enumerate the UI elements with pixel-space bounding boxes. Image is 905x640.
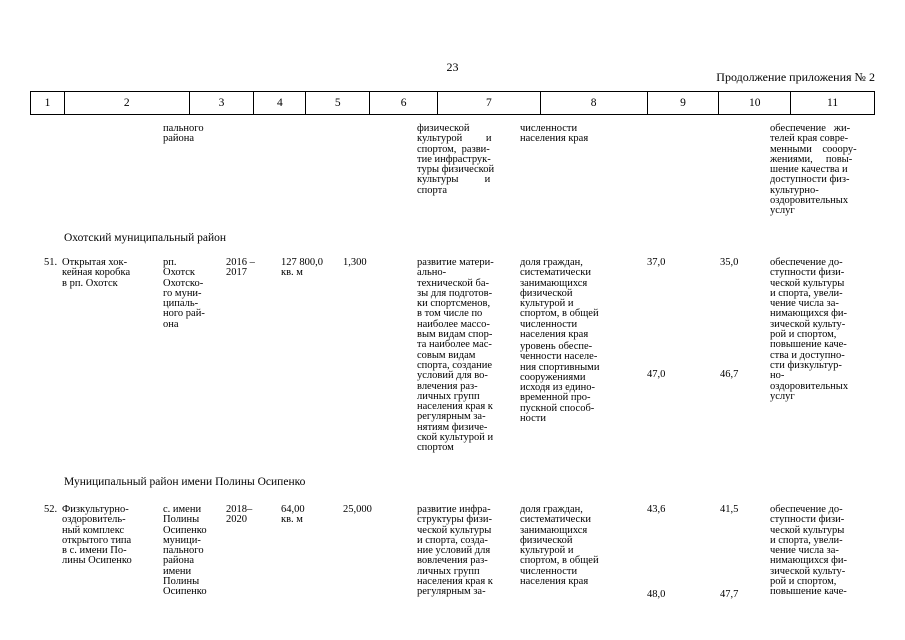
col-header-2: 2 xyxy=(64,92,189,114)
col-header-7: 7 xyxy=(437,92,540,114)
row51-period: 2016 – 2017 xyxy=(226,257,255,279)
col-header-6: 6 xyxy=(369,92,437,114)
row52-indicator-1: доля граждан, систематически занимающихся физической культурой и спортом, в общей численности населения края xyxy=(520,504,599,588)
col-header-5: 5 xyxy=(305,92,369,114)
section-okhotsk: Охотский муниципальный район xyxy=(64,232,227,244)
col-header-4: 4 xyxy=(253,92,305,114)
col-header-10: 10 xyxy=(718,92,790,114)
continuation-label: Продолжение приложения № 2 xyxy=(716,70,875,84)
row51-value-1a: 37,0 xyxy=(647,257,666,268)
row52-value-2b: 47,7 xyxy=(720,589,739,600)
row52-name: Физкультурно- оздоровитель- ный комплекс открытого типа в с. имени По- лины Осипенко xyxy=(62,504,132,567)
row52-value-2a: 48,0 xyxy=(647,589,666,600)
carry-indicator: численности населения края xyxy=(520,123,589,145)
row51-value-1b: 35,0 xyxy=(720,257,739,268)
row51-capacity: 127 800,0 кв. м xyxy=(281,257,323,279)
row52-number: 52. xyxy=(44,504,58,515)
row52-capacity: 64,00 кв. м xyxy=(281,504,305,526)
table-header xyxy=(30,91,875,115)
row51-indicator-1: доля граждан, систематически занимающихся физической культурой и спортом, в общей численности населения края xyxy=(520,257,599,341)
row51-indicator-2: уровень обеспе- ченности населе- ния спортивными сооружениями исходя из едино- временной про- пускной способ- ности xyxy=(520,341,600,425)
section-osipenko: Муниципальный район имени Полины Осипенко xyxy=(64,476,306,488)
row51-value-2b: 46,7 xyxy=(720,369,739,380)
page-number: 23 xyxy=(446,60,459,74)
row52-task: развитие инфра- структуры физи- ческой культуры и спорта, созда- ние условий для вовлечения раз- личных групп населения края к регулярным за- xyxy=(417,504,493,598)
row52-cost: 25,000 xyxy=(343,504,372,515)
row52-place: с. имени Полины Осипенко муници- пального района имени Полины Осипенко xyxy=(163,504,207,598)
row51-name: Открытая хок- кейная коробка в рп. Охотск xyxy=(62,257,131,289)
row52-value-1a: 43,6 xyxy=(647,504,666,515)
row52-period: 2018– 2020 xyxy=(226,504,253,526)
row51-place: рп. Охотск Охотско- го муни- ципаль- ного рай- она xyxy=(163,257,205,330)
row51-result: обеспечение до- ступности физи- ческой культуры и спорта, увели- чение числа за- нимающихся фи- зической культу- рой и спортом, повышение каче- ства и доступно- сти физкультур- но- оздоровительных услуг xyxy=(770,257,849,402)
col-header-8: 8 xyxy=(540,92,647,114)
carry-place: пального района xyxy=(163,123,204,145)
carry-task: физической культурой и спортом, разви- тие инфраструк- туры физической культуры и спорта xyxy=(417,123,495,196)
col-header-11: 11 xyxy=(790,92,874,114)
row52-value-1b: 41,5 xyxy=(720,504,739,515)
carry-result: обеспечение жи- телей края совре- менными сооору- жениями, повы- шение качества и доступности физ- культурно- оздоровительных услуг xyxy=(770,123,857,217)
row51-number: 51. xyxy=(44,257,58,268)
col-header-3: 3 xyxy=(189,92,254,114)
row51-task: развитие матери- ально- технической ба- зы для подготов- ки спортсменов, в том числе по наиболее массо- вым видам спор- та наиболее мас- совым видам спорта, создание условий для во- влечения раз- личных групп населения края к регулярным за- нятиям физиче- ской культурой и спортом xyxy=(417,257,494,454)
row51-value-2a: 47,0 xyxy=(647,369,666,380)
row52-result: обеспечение до- ступности физи- ческой культуры и спорта, увели- чение числа за- нимающихся фи- зической культу- рой и спортом, повышение каче- xyxy=(770,504,848,598)
col-header-9: 9 xyxy=(647,92,719,114)
col-header-1: 1 xyxy=(44,97,51,109)
row51-cost: 1,300 xyxy=(343,257,367,268)
